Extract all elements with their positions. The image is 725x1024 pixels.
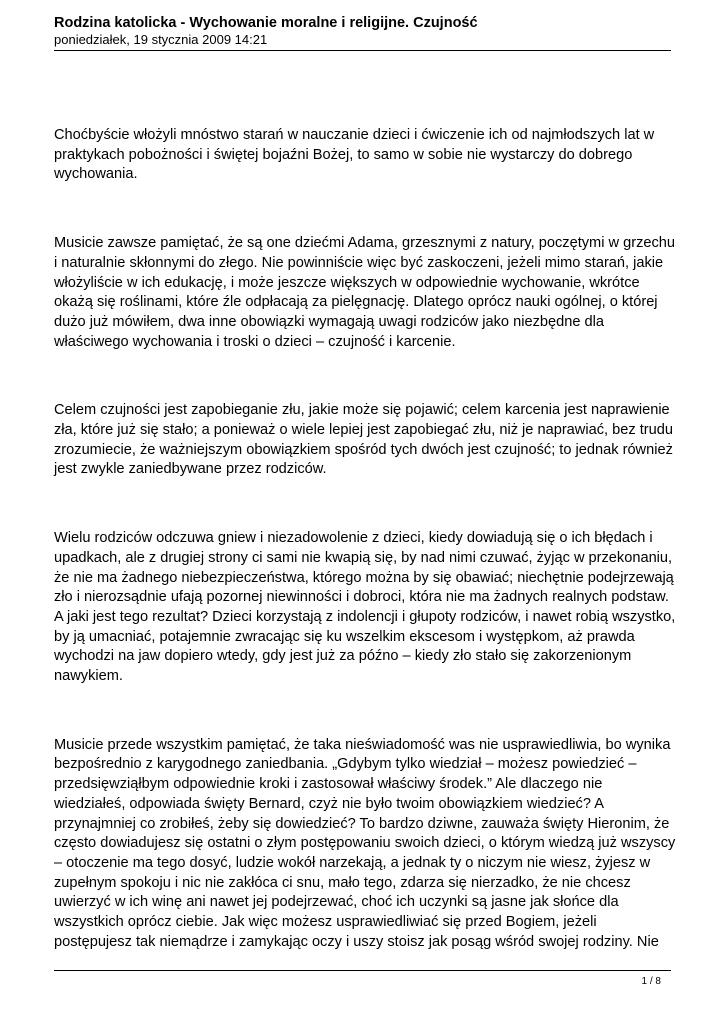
page-number: 1 / 8 — [641, 976, 661, 987]
paragraph-2: Musicie zawsze pamiętać, że są one dziećmi Adama, grzesznymi z natury, poczętymi w grzechu i naturalnie skłonnymi do złego. Nie powinniście więc być zaskoczeni, jeżeli mimo starań, jakie włożyliście w ich edukację, i może jeszcze większych w odpowiednie wychowanie, wkrótce okażą się roślinami, które źle odpłacają za pielęgnację. Dlatego oprócz nauki ogólnej, o której dużo już mówiłem, dwa inne obowiązki wymagają uwagi rodziców jako niezbędne dla właściwego wychowania i troski o dzieci – czujność i karcenie. — [54, 235, 676, 350]
paragraph-1: Choćbyście włożyli mnóstwo starań w nauczanie dzieci i ćwiczenie ich od najmłodszych lat w praktykach pobożności i świętej bojaźni Bożej, to samo w sobie nie wystarczy do dobrego wychowania. — [54, 127, 655, 183]
header-divider — [54, 50, 671, 51]
document-title: Rodzina katolicka - Wychowanie moralne i religijne. Czujność — [54, 15, 478, 31]
paragraph-4: Wielu rodziców odczuwa gniew i niezadowolenie z dzieci, kiedy dowiadują się o ich błędach i upadkach, ale z drugiej strony ci sami nie kwapią się, by nad nimi czuwać, żyjąc w przekonaniu, że nie ma żadnego niebezpieczeństwa, którego można by się obawiać; niechętnie podejrzewają zło i nierozsądnie ufają pozornej niewinności i dobroci, która nie ma żadnych realnych podstaw. A jaki jest tego rezultat? Dzieci korzystają z indolencji i głupoty rodziców, i nawet robią wszystko, by ją umacniać, potajemnie zwracając się ku wszelkim ekscesom i występkom, aż prawda wychodzi na jaw dopiero wtedy, gdy jest już za późno – kiedy zło stało się zakorzenionym nawykiem. — [54, 530, 676, 685]
paragraph-5: Musicie przede wszystkim pamiętać, że taka nieświadomość was nie usprawiedliwia, bo wynika bezpośrednio z karygodnego zaniedbania. „Gdybym tylko wiedział – możesz powiedzieć – przedsięwziąłbym odpowiednie kroki i zastosował właściwy środek.” Ale dlaczego nie wiedziałeś, odpowiada święty Bernard, czyż nie było twoim obowiązkiem wiedzieć? A przynajmniej co zrobiłeś, żeby się dowiedzieć? To bardzo dziwne, zauważa święty Hieronim, że często dowiadujesz się ostatni o złym postępowaniu swoich dzieci, o którym wiedzą już wszyscy – otoczenie ma tego dosyć, ludzie wokół narzekają, a jednak ty o niczym nie wiesz, żyjesz w zupełnym spokoju i nic nie zakłóca ci snu, mało tego, zdarza się nierzadko, że nie chcesz uwierzyć w ich winę ani nawet jej podejrzewać, choć ich uczynki są jasne jak słońce dla wszystkich oprócz ciebie. Jak więc możesz usprawiedliwiać się przed Bogiem, jeżeli postępujesz tak niemądrze i zamykając oczy i uszy stoisz jak posąg wśród swojej rodziny. Nie — [54, 736, 676, 950]
document-body — [54, 126, 676, 953]
paragraph-3: Celem czujności jest zapobieganie złu, jakie może się pojawić; celem karcenia jest naprawienie zła, które już się stało; a ponieważ o wiele lepiej jest zapobiegać złu, niż je naprawiać, bez trudu zrozumiecie, że ważniejszym obowiązkiem spośród tych dwóch jest czujność; to jednak również jest zwykle zaniedbywane przez rodziców. — [54, 402, 673, 478]
footer-divider — [54, 970, 671, 971]
document-date: poniedziałek, 19 stycznia 2009 14:21 — [54, 32, 268, 47]
page-header — [54, 15, 671, 48]
